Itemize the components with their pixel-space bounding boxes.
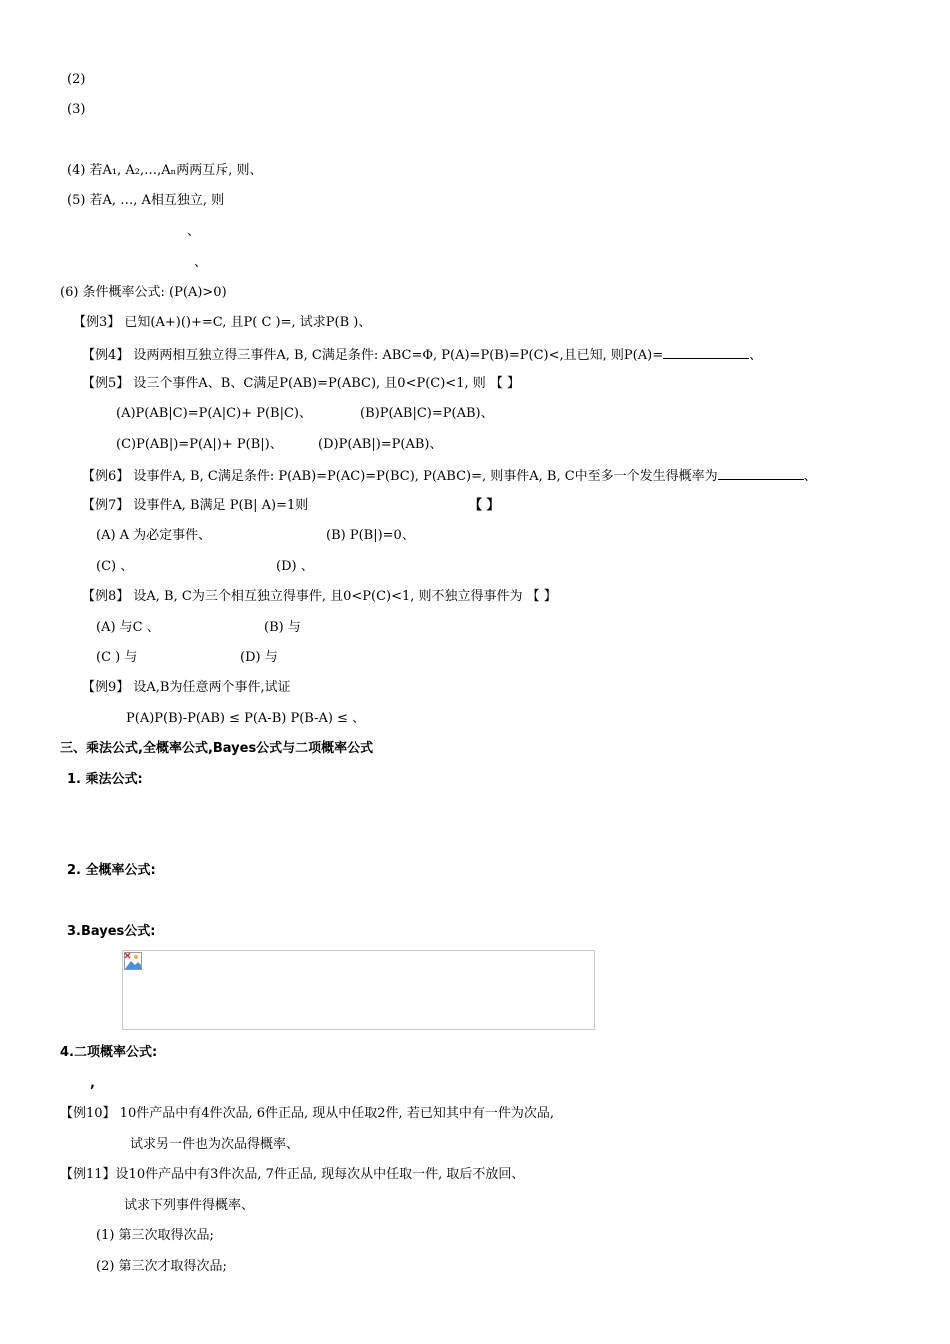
sub-question-2: (2) 第三次才取得次品;	[96, 1259, 227, 1274]
option-b: (B)P(AB|C)=P(AB)、	[360, 406, 494, 421]
option-a: (A) 与C 、	[96, 620, 160, 635]
example-7: 【例7】 设事件A, B满足 P(B| A)=1则	[82, 498, 309, 513]
sub-question-1: (1) 第三次取得次品;	[96, 1228, 214, 1243]
conditional-probability-line: (6) 条件概率公式: (P(A)>0)	[60, 285, 227, 300]
example-4	[82, 346, 762, 364]
line-item-3: (3)	[67, 102, 86, 117]
option-d: (D) 与	[240, 650, 278, 665]
option-c: (C)P(AB|)=P(A|)+ P(B|)、	[116, 437, 283, 452]
inequality-line: P(A)P(B)-P(AB) ≤ P(A-B) P(B-A) ≤ 、	[126, 711, 366, 726]
formula-fragment: 、	[194, 255, 208, 270]
example-9: 【例9】 设A,B为任意两个事件,试证	[82, 680, 291, 695]
example-3: 【例3】 已知(A+)()+=C, 且P( C )=, 试求P(B )、	[73, 315, 372, 330]
option-c: (C ) 与	[96, 650, 138, 665]
option-d: (D) 、	[276, 559, 314, 574]
example-8: 【例8】 设A, B, C为三个相互独立得事件, 且0<P(C)<1, 则不独立得事件为 【 】	[82, 589, 557, 604]
formula-fragment: 、	[187, 224, 201, 239]
binomial-formula-heading: 4.二项概率公式:	[60, 1045, 158, 1060]
example-11: 【例11】设10件产品中有3件次品, 7件正品, 现每次从中任取一件, 取后不放回、	[60, 1167, 525, 1182]
total-probability-heading: 2. 全概率公式:	[67, 863, 156, 878]
example-11-continued: 试求下列事件得概率、	[124, 1198, 255, 1213]
example-6-end: 、	[803, 469, 817, 484]
option-c: (C) 、	[96, 559, 134, 574]
example-6	[82, 467, 817, 485]
option-b: (B) P(B|)=0、	[326, 528, 415, 543]
option-a: (A) A 为必定事件、	[96, 528, 212, 543]
section-heading: 三、乘法公式,全概率公式,Bayes公式与二项概率公式	[60, 741, 374, 756]
example-10-continued: 试求另一件也为次品得概率、	[130, 1137, 300, 1152]
example-10: 【例10】 10件产品中有4件次品, 6件正品, 现从中任取2件, 若已知其中有一件为次品,	[60, 1106, 554, 1121]
line-item-4: (4) 若A₁, A₂,…,Aₙ两两互斥, 则、	[67, 163, 263, 178]
option-a: (A)P(AB|C)=P(A|C)+ P(B|C)、	[116, 406, 312, 421]
option-d: (D)P(AB|)=P(AB)、	[318, 437, 443, 452]
broken-image-icon	[124, 952, 142, 970]
example-4-end: 、	[749, 348, 763, 363]
line-item-5: (5) 若A, …, A相互独立, 则	[67, 193, 225, 208]
option-b: (B) 与	[264, 620, 301, 635]
example-5: 【例5】 设三个事件A、B、C满足P(AB)=P(ABC), 且0<P(C)<1, 则 【 】	[82, 376, 520, 391]
formula-image-placeholder	[122, 950, 595, 1030]
answer-blank[interactable]	[718, 467, 804, 480]
example-4-text: 【例4】 设两两相互独立得三事件A, B, C满足条件: ABC=Φ, P(A)=P(B)=P(C)<,且已知, 则P(A)=	[82, 348, 664, 363]
answer-bracket: 【 】	[469, 498, 500, 513]
multiplication-formula-heading: 1. 乘法公式:	[67, 772, 143, 787]
example-6-text: 【例6】 设事件A, B, C满足条件: P(AB)=P(AC)=P(BC), P(ABC)=, 则事件A, B, C中至多一个发生得概率为	[82, 469, 718, 484]
answer-blank[interactable]	[663, 346, 749, 359]
bayes-formula-heading: 3.Bayes公式:	[67, 924, 156, 939]
formula-fragment: ,	[90, 1076, 95, 1091]
line-item-2: (2)	[67, 72, 86, 87]
